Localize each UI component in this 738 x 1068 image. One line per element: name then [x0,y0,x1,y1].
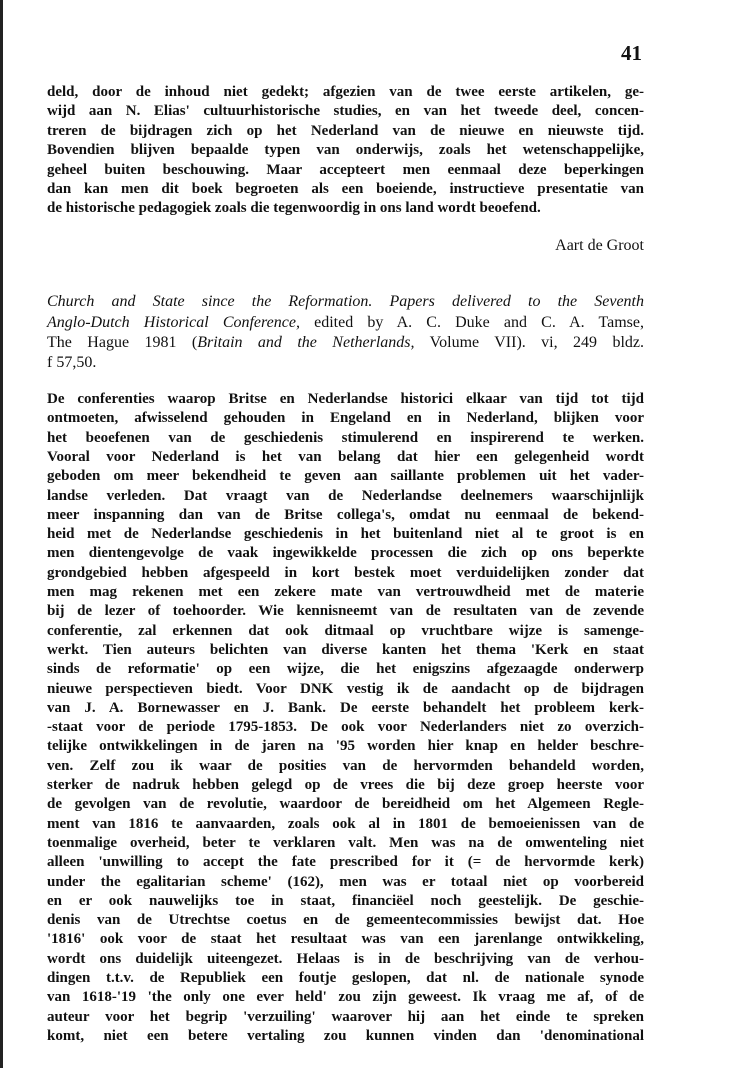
text-line: de historische pedagogiek zoals die tegenwoordig in ons land wordt beoefend. [47,200,541,217]
text-line: telijke ontwikkelingen in de jaren na '95 worden hier knap en helder beschre- [47,738,644,755]
text-line: geheel buiten beschouwing. Maar accepteert men eenmaal deze beperkingen [47,161,644,178]
text-line: dan kan men dit boek begroeten als een boeiende, instructieve presentatie van [47,181,644,197]
reference-line-2 [47,313,644,332]
text-line: dingen t.t.v. de Republiek een foutje geslopen, dat nl. de nationale synode [47,970,644,986]
text-line: grondgebied hebben afgespeeld in kort bestek moet verduidelijken zonder dat [47,564,644,581]
text-line: landse verleden. Dat vraagt van de Nederlandse deelnemers waarschijnlijk [47,487,644,504]
text-line: toenmalige overheid, beter te verklaren valt. Men was na de omwenteling niet [47,834,644,851]
text-line: Bovendien blijven bepaalde typen van onderwijs, zoals het wetenschappelijke, [47,142,644,159]
text-line: Vooral voor Nederland is het van belang dat hier een gelegenheid wordt [47,448,644,465]
text-line: deld, door de inhoud niet gedekt; afgezien van de twee eerste artikelen, ge- [47,84,644,100]
text-line: en er ook nauwelijks toe in staat, financiëel noch geestelijk. De geschie- [47,892,644,909]
reference-line-1 [47,292,644,311]
text-line: geboden om meer bekendheid te geven aan saillante problemen uit het vader- [47,468,644,485]
text-line: -staat voor de periode 1795-1853. De ook voor Nederlanders niet zo overzich- [47,719,644,736]
text-line: sterker de nadruk hebben gelegd op de vrees die bij deze groep heerste voor [47,777,644,793]
text-line: ontmoeten, afwisselend gehouden in Engeland en in Nederland, blijken voor [47,410,644,427]
text-line: men mag rekenen met een zekere mate van vertrouwdheid met de materie [47,584,644,600]
page-edge-shadow [0,0,3,1068]
text-line: de gevolgen van de revolutie, waardoor de bereidheid om het Algemeen Regle- [47,796,644,813]
text-line: bij de lezer of toehoorder. Wie kennisneemt van de resultaten van de zevende [47,603,644,620]
text-line: under the egalitarian scheme' (162), men was er totaal niet op voorbereid [47,873,644,890]
reference-editors: edited by A. C. Duke and C. A. Tamse, [299,314,645,331]
text-line: ven. Zelf zou ik waar de posities van de hervormden behandeld worden, [47,757,644,774]
text-line: ment van 1816 te aanvaarden, zoals ook al in 1801 de bemoeienissen van de [47,815,644,832]
reference-line-3 [47,333,644,352]
text-line: van J. A. Bornewasser en J. Bank. De eerste behandelt het probleem kerk- [47,699,644,716]
page-number: 41 [621,41,642,65]
text-line: men dientengevolge de vaak ingewikkelde processen die zich op ons beperkte [47,545,644,562]
reference-publisher: The Hague 1981 ( [47,334,198,351]
text-line: heid met de Nederlandse geschiedenis in het buitenland niet al te groot is en [47,526,644,543]
text-line: De conferenties waarop Britse en Nederlandse historici elkaar van tijd tot tijd [47,391,644,407]
reference-pages: Volume VII). vi, 249 bldz. [414,334,644,351]
text-line: komt, niet een betere vertaling zou kunnen vinden dan 'denominational [47,1027,644,1044]
text-line: alleen 'unwilling to accept the fate prescribed for it (= de hervormde kerk) [47,854,644,871]
text-line: wordt ons duidelijk uiteengezet. Helaas is in de beschrijving van de verhou- [47,950,644,967]
reference-price: f 57,50. [47,354,97,371]
text-line: meer inspanning dan van de Britse collega's, omdat nu eenmaal de bekend- [47,506,644,523]
text-line: treren de bijdragen zich op het Nederland van de nieuwe en nieuwste tijd. [47,122,644,139]
text-line: sinds de reformatie' op een wijze, die het enigszins afgezaagde onderwerp [47,661,644,678]
text-line: conferentie, zal erkennen dat ook ditmaal op vruchtbare wijze is samenge- [47,622,644,639]
text-line: wijd aan N. Elias' cultuurhistorische studies, en van het tweede deel, concen- [47,103,644,120]
text-line: nieuwe perspectieven biedt. Voor DNK vestig ik de aandacht op de bijdragen [47,680,644,697]
text-line: auteur voor het begrip 'verzuiling' waarover hij aan het einde te spreken [47,1008,644,1025]
reference-title: Church and State since the Reformation. Papers delivered to the Seventh [47,293,644,310]
text-line: '1816' ook voor de staat het resultaat was van een jarenlange ontwikkeling, [47,931,644,948]
text-line: van 1618-'19 'the only one ever held' zou zijn geweest. Ik vraag me af, of de [47,989,644,1006]
text-line: werkt. Tien auteurs belichten van diverse kanten het thema 'Kerk en staat [47,641,644,658]
reference-series: Britain and the Netherlands, [197,334,415,351]
reference-subtitle: Anglo-Dutch Historical Conference, [47,314,300,331]
text-line: het beoefenen van de geschiedenis stimulerend en inspirerend te werken. [47,429,644,446]
reviewer-signature: Aart de Groot [555,237,644,254]
text-line: denis van de Utrechtse coetus en de gemeentecommissies bewijst dat. Hoe [47,912,644,929]
